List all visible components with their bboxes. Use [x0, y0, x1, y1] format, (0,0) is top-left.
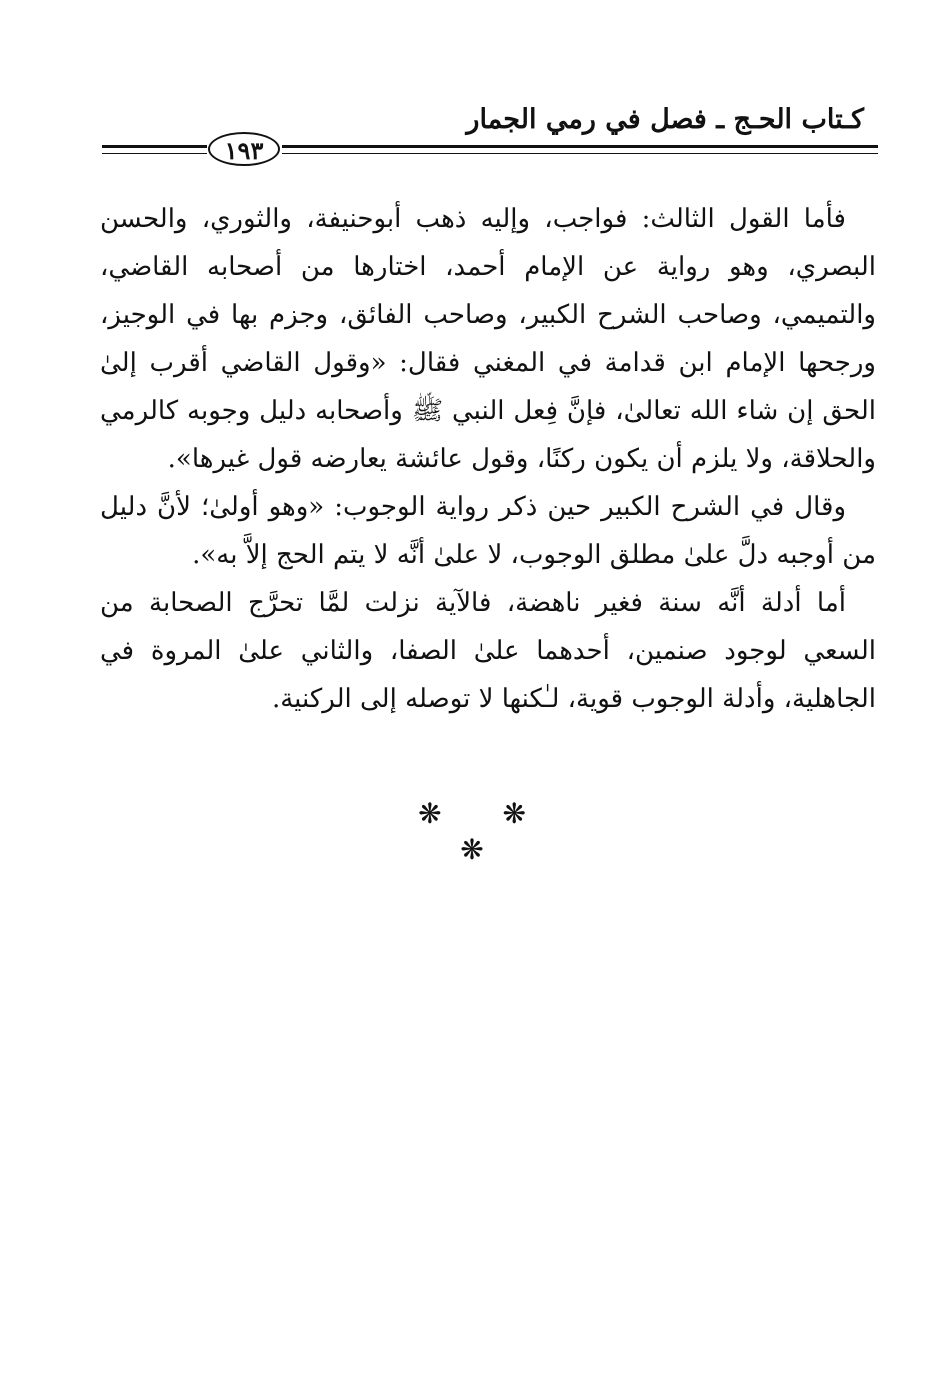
header-rule-right-thick [282, 145, 878, 148]
page-number: ١٩٣ [208, 132, 280, 166]
paragraph-2: وقال في الشرح الكبير حين ذكر رواية الوجوب: «وهو أولىٰ؛ لأنَّ دليل من أوجبه دلَّ علىٰ مطلق الوجوب، لا علىٰ أنَّه لا يتم الحج إلاَّ به». [100, 492, 876, 570]
paragraph-3: أما أدلة أنَّه سنة فغير ناهضة، فالآية نزلت لمَّا تحرَّج الصحابة من السعي لوجود صنمين، أحدهما علىٰ الصفا، والثاني علىٰ المروة في الجاهلية، وأدلة الوجوب قوية، لـٰكنها لا توصله إلى الركنية. [100, 588, 876, 714]
header-rule-left-thick [102, 145, 207, 148]
header-rule-left-thin [102, 153, 207, 154]
running-title: كـتاب الحـج ـ فصل في رمي الجمار [466, 104, 864, 135]
section-divider-stars: ❋ ❋ ❋ [418, 797, 552, 866]
header-rule-right-thin [282, 153, 878, 154]
body-text [100, 195, 876, 723]
paragraph-1: فأما القول الثالث: فواجب، وإليه ذهب أبوحنيفة، والثوري، والحسن البصري، وهو رواية عن الإمام أحمد، اختارها من أصحابه القاضي، والتميمي، وصاحب الشرح الكبير، وصاحب الفائق، وجزم بها في الوجيز، ورجحها الإمام ابن قدامة في المغني فقال: «وقول القاضي أقرب إلىٰ الحق إن شاء الله تعالىٰ، فإنَّ فِعل النبي ﷺ وأصحابه دليل وجوبه كالرمي والحلاقة، ولا يلزم أن يكون ركنًا، وقول عائشة يعارضه قول غيرها». [100, 204, 876, 474]
